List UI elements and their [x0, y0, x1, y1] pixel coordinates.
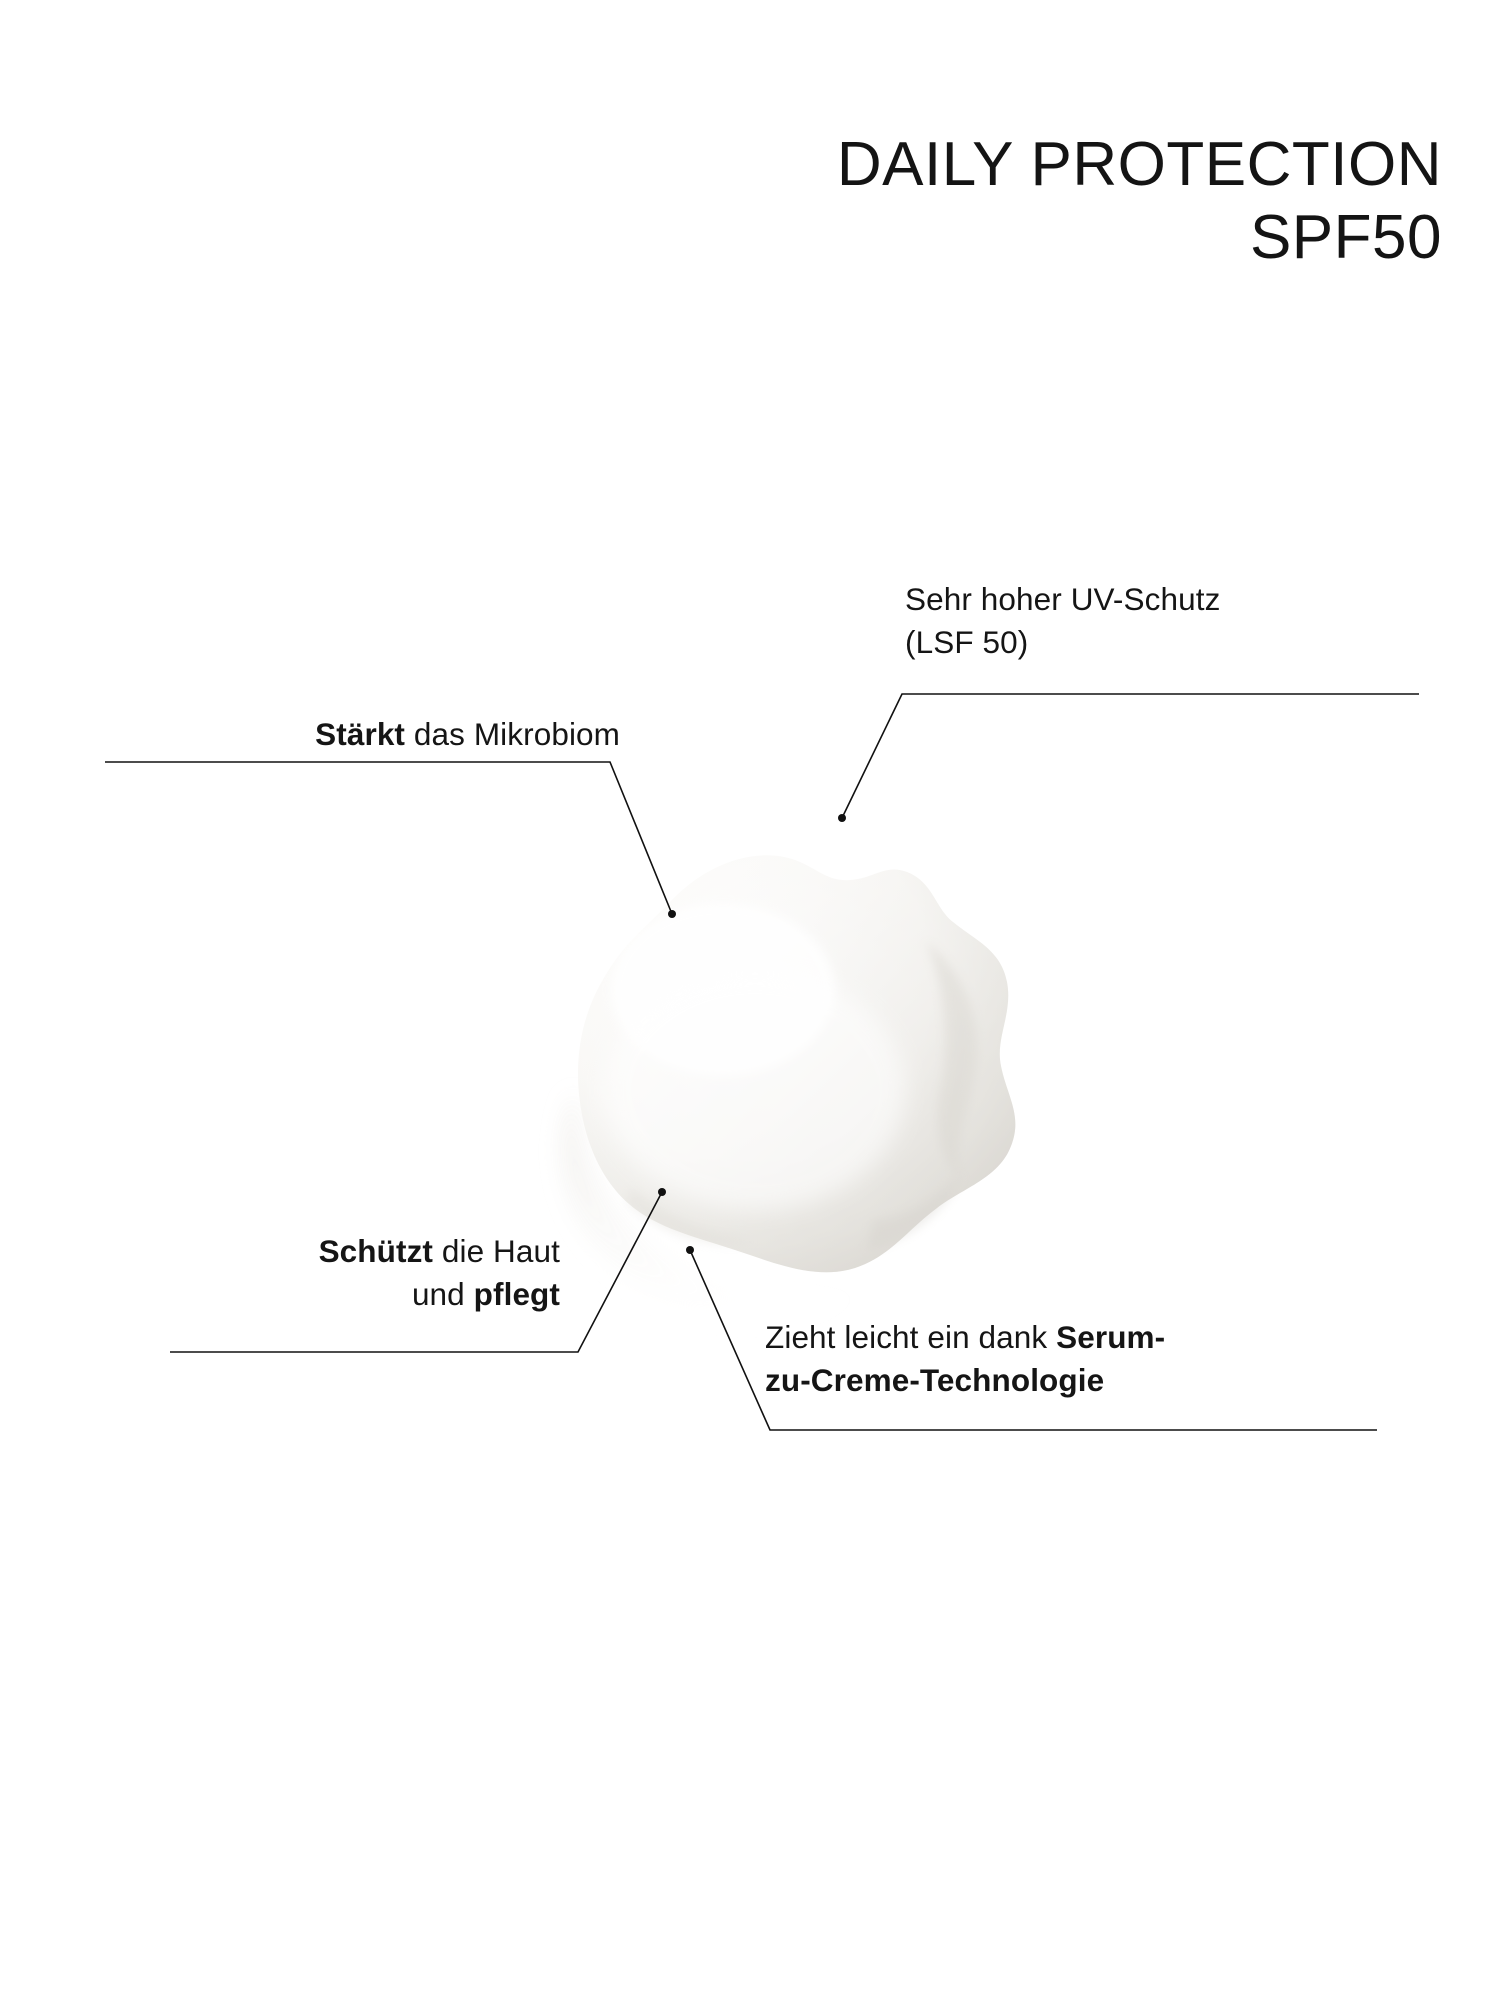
callout-protects-line-1 [100, 1230, 560, 1273]
callout-serum-line-1 [765, 1316, 1365, 1359]
callout-serum-bold: Serum- [1056, 1319, 1166, 1355]
callout-uv-protection [905, 578, 1425, 665]
title-line-secondary: SPF50 [1249, 203, 1442, 273]
callout-serum-to-cream [765, 1316, 1365, 1403]
callout-uv-line-2: (LSF 50) [905, 624, 1029, 661]
page-title [837, 128, 1442, 274]
callout-protects-cares [100, 1230, 560, 1317]
callout-uv-line-1: Sehr hoher UV-Schutz [905, 581, 1221, 617]
callout-serum-rest: Zieht leicht ein dank [765, 1319, 1057, 1355]
callout-serum-line-2: zu-Creme-Technologie [765, 1362, 1105, 1399]
callout-protects-bold: Schützt [318, 1233, 434, 1269]
callout-cares-bold: pflegt [473, 1276, 560, 1313]
title-line-primary: DAILY PROTECTION [836, 130, 1442, 199]
callout-cares-rest: und [411, 1276, 474, 1313]
callout-microbiome-bold: Stärkt [315, 716, 406, 752]
callout-protects-line-2 [100, 1273, 560, 1316]
callout-microbiome [100, 713, 620, 756]
callout-microbiome-rest: das Mikrobiom [405, 716, 620, 752]
callout-protects-rest: die Haut [433, 1233, 560, 1269]
